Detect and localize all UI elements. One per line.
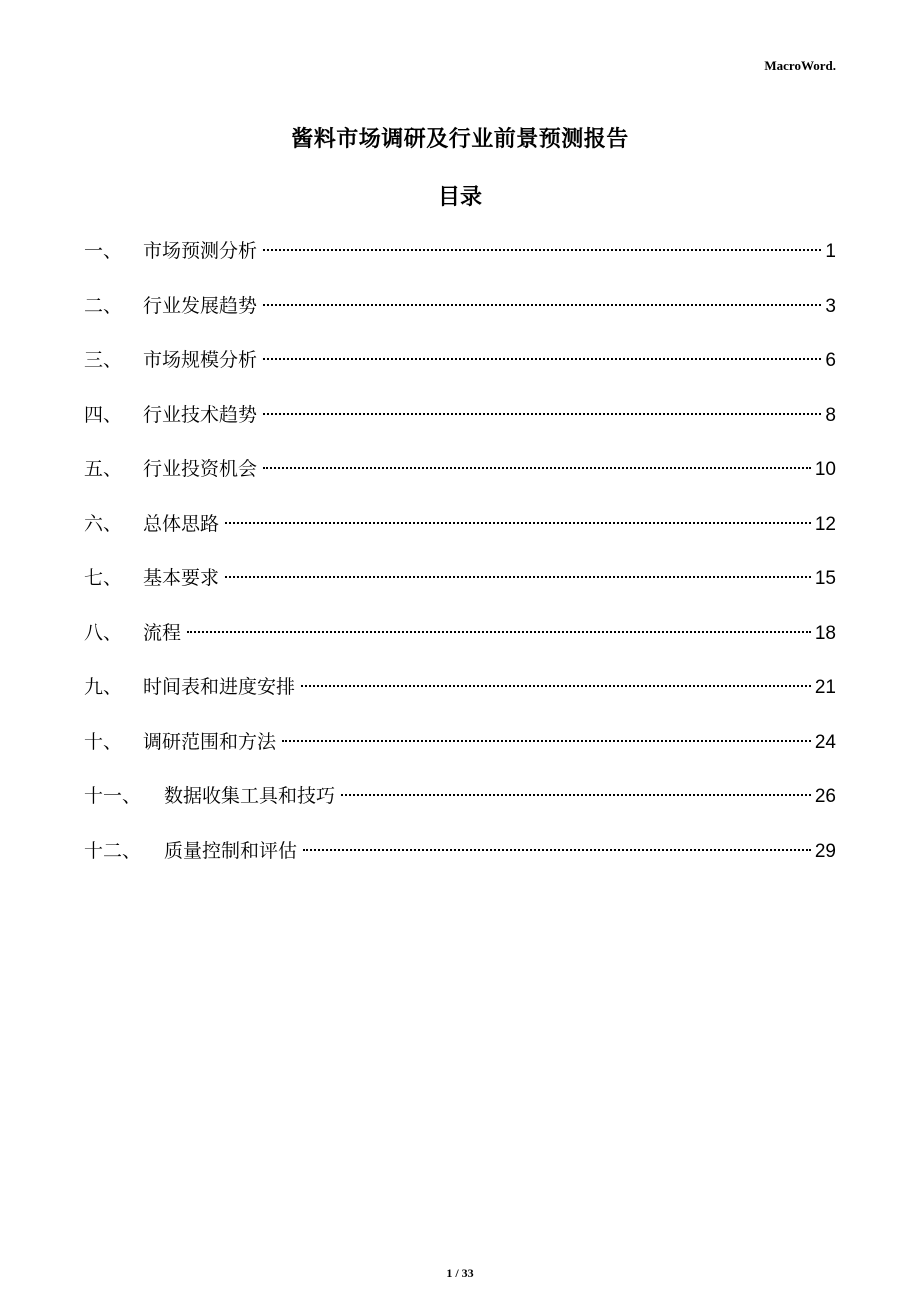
toc-entry[interactable]: [84, 288, 836, 343]
toc-entry[interactable]: [84, 778, 836, 833]
toc-entry-number: 十、: [84, 730, 123, 753]
toc-entry-page: 26: [814, 786, 836, 807]
toc-entry-number: 十二、: [84, 839, 142, 862]
toc-entry[interactable]: [84, 342, 836, 397]
toc-entry-page: 10: [814, 459, 836, 480]
toc-entry-number: 九、: [84, 676, 123, 698]
toc-entry-label: 市场规模分析: [143, 349, 258, 371]
toc-entry-page: 12: [814, 513, 836, 535]
toc-dot-leader: [187, 631, 811, 633]
toc-entry-page: 21: [814, 677, 836, 698]
toc-entry-page: 29: [814, 840, 836, 862]
toc-entry-number: 四、: [84, 403, 123, 426]
page-indicator: 1 / 33: [446, 1266, 474, 1280]
toc-entry-page: 24: [814, 731, 836, 753]
toc-entry-label: 行业发展趋势: [143, 294, 258, 317]
toc-entry-number: 五、: [84, 458, 123, 480]
toc-entry-label: 总体思路: [143, 512, 220, 535]
toc-entry-number: 十一、: [84, 785, 142, 807]
toc-entry-page: 3: [825, 295, 836, 317]
toc-heading: 目录: [437, 185, 482, 210]
toc-entry[interactable]: [84, 451, 836, 506]
toc-entry-label: 流程: [143, 621, 182, 644]
toc-entry-page: 8: [825, 404, 836, 426]
toc-dot-leader: [263, 358, 821, 360]
toc-entry[interactable]: [84, 506, 836, 561]
toc-dot-leader: [263, 413, 821, 415]
toc-entry[interactable]: [84, 397, 836, 452]
toc-dot-leader: [263, 249, 821, 251]
toc-dot-leader: [282, 740, 811, 742]
toc-entry[interactable]: [84, 560, 836, 615]
toc-dot-leader: [301, 685, 811, 687]
toc-entry[interactable]: [84, 833, 836, 888]
toc-dot-leader: [341, 794, 811, 796]
toc-dot-leader: [225, 522, 811, 524]
table-of-contents: [84, 233, 836, 887]
toc-entry-label: 市场预测分析: [143, 240, 258, 262]
toc-entry-label: 行业技术趋势: [143, 403, 258, 426]
toc-entry-number: 七、: [84, 567, 123, 589]
toc-entry-label: 时间表和进度安排: [143, 676, 296, 698]
toc-entry[interactable]: [84, 233, 836, 288]
header-brand: MacroWord.: [764, 58, 836, 73]
toc-dot-leader: [303, 849, 811, 851]
toc-entry-page: 1: [825, 241, 836, 262]
toc-entry-number: 八、: [84, 621, 123, 644]
toc-entry-number: 三、: [84, 349, 123, 371]
toc-entry[interactable]: [84, 724, 836, 779]
toc-entry-page: 15: [814, 568, 836, 589]
toc-entry-number: 六、: [84, 512, 123, 535]
toc-entry-label: 基本要求: [143, 567, 220, 589]
toc-dot-leader: [263, 467, 811, 469]
toc-entry-label: 行业投资机会: [143, 458, 258, 480]
toc-entry[interactable]: [84, 669, 836, 724]
toc-entry[interactable]: [84, 615, 836, 670]
toc-dot-leader: [225, 576, 811, 578]
toc-entry-number: 一、: [84, 240, 123, 262]
toc-entry-label: 调研范围和方法: [143, 730, 277, 753]
toc-entry-page: 6: [825, 350, 836, 371]
document-title: 酱料市场调研及行业前景预测报告: [291, 127, 629, 152]
toc-entry-label: 质量控制和评估: [164, 839, 298, 862]
toc-dot-leader: [263, 304, 821, 306]
toc-entry-label: 数据收集工具和技巧: [164, 785, 336, 807]
toc-entry-page: 18: [814, 622, 836, 644]
toc-entry-number: 二、: [84, 294, 123, 317]
